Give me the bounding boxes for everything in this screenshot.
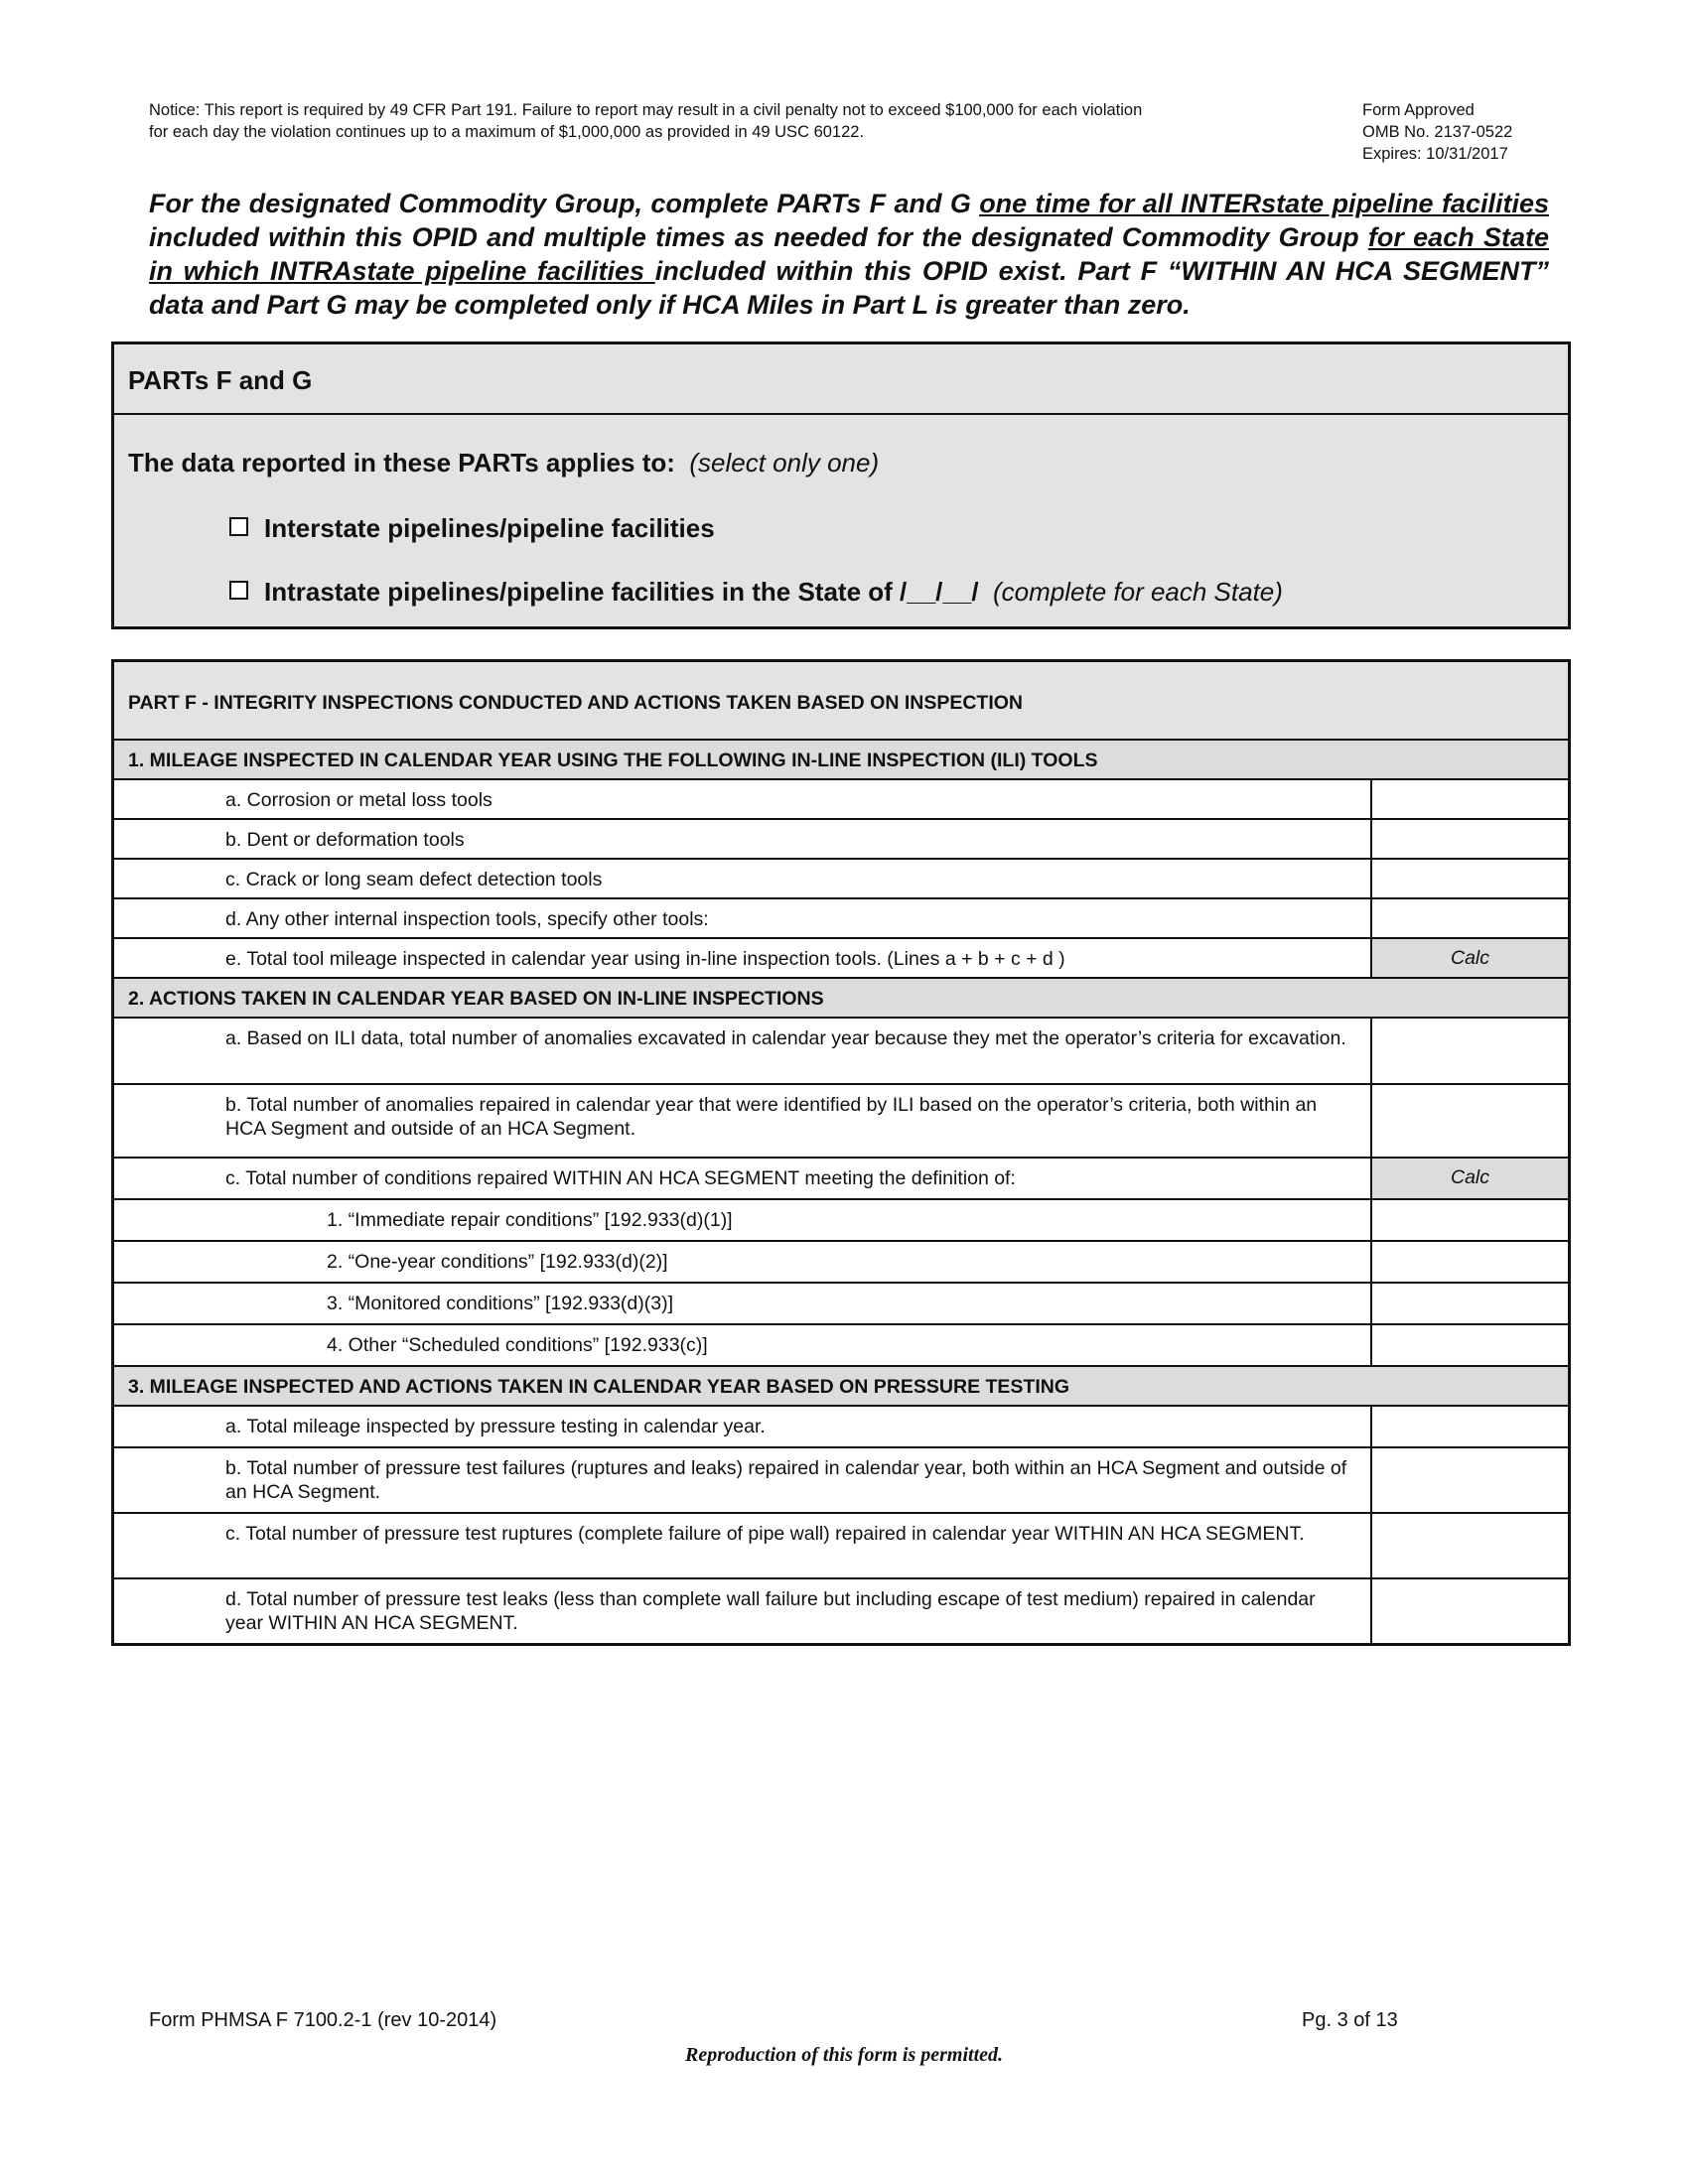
row-label: a. Corrosion or metal loss tools xyxy=(114,780,1372,818)
option-intrastate[interactable] xyxy=(229,577,1283,608)
reproduction-note: Reproduction of this form is permitted. xyxy=(684,2044,1004,2066)
table-row xyxy=(114,1407,1568,1448)
part-f-title: PART F - INTEGRITY INSPECTIONS CONDUCTED AND ACTIONS TAKEN BASED ON INSPECTION xyxy=(114,662,1568,741)
value-cell[interactable] xyxy=(1372,1325,1568,1365)
parts-f-g-box xyxy=(111,341,1571,629)
row-label: 4. Other “Scheduled conditions” [192.933(c)] xyxy=(114,1325,1372,1365)
applies-to-line xyxy=(128,448,879,478)
table-row xyxy=(114,1019,1568,1085)
instructions-underlined-2: for each State in which INTRAstate pipeline facilities xyxy=(149,222,1550,286)
value-cell[interactable] xyxy=(1372,1448,1568,1512)
value-cell[interactable] xyxy=(1372,860,1568,897)
applies-to-label: The data reported in these PARTs applies to: xyxy=(128,448,675,478)
section-3-heading: 3. MILEAGE INSPECTED AND ACTIONS TAKEN IN CALENDAR YEAR BASED ON PRESSURE TESTING xyxy=(114,1367,1568,1407)
approval-line-1: Form Approved xyxy=(1362,101,1475,119)
intrastate-checkbox[interactable] xyxy=(229,581,248,600)
table-row xyxy=(114,899,1568,939)
table-row xyxy=(114,1200,1568,1242)
calc-cell: Calc xyxy=(1372,1159,1568,1198)
expiration-date: Expires: 10/31/2017 xyxy=(1362,145,1508,163)
row-label: a. Based on ILI data, total number of anomalies excavated in calendar year because they met the operator’s criteria for excavation. xyxy=(114,1019,1372,1083)
applies-to-note: (select only one) xyxy=(689,448,880,478)
row-label: e. Total tool mileage inspected in calendar year using in-line inspection tools. (Lines a + b + c + d ) xyxy=(114,939,1372,977)
instructions-part-3: included within this OPID exist. Part F “WITHIN AN HCA SEGMENT” data and Part G may be completed only if HCA Miles in Part L is greater than zero. xyxy=(149,256,1549,320)
table-row xyxy=(114,1325,1568,1367)
table-row xyxy=(114,860,1568,899)
table-row xyxy=(114,1284,1568,1325)
row-label: c. Total number of conditions repaired WITHIN AN HCA SEGMENT meeting the definition of: xyxy=(114,1159,1372,1198)
intrastate-label: Intrastate pipelines/pipeline facilities in the State of /__/__/ xyxy=(264,577,979,607)
value-cell[interactable] xyxy=(1372,1085,1568,1157)
form-number: Form PHMSA F 7100.2-1 (rev 10-2014) xyxy=(149,2009,497,2031)
table-row xyxy=(114,1159,1568,1200)
value-cell[interactable] xyxy=(1372,1200,1568,1240)
instructions-part-2: included within this OPID and multiple times as needed for the designated Commodity Group xyxy=(149,222,1368,252)
instructions-part-1: For the designated Commodity Group, complete PARTs F and G xyxy=(149,189,980,218)
section-2-heading: 2. ACTIONS TAKEN IN CALENDAR YEAR BASED ON IN-LINE INSPECTIONS xyxy=(114,979,1568,1019)
section-1-heading: 1. MILEAGE INSPECTED IN CALENDAR YEAR USING THE FOLLOWING IN-LINE INSPECTION (ILI) TOOLS xyxy=(114,741,1568,780)
table-row xyxy=(114,780,1568,820)
parts-f-g-header: PARTs F and G xyxy=(114,344,1568,415)
notice-text xyxy=(149,99,1340,143)
form-approval xyxy=(1362,99,1581,165)
instructions-underlined-1: one time for all INTERstate pipeline facilities xyxy=(979,189,1549,218)
notice-line-1: Notice: This report is required by 49 CFR Part 191. Failure to report may result in a civil penalty not to exceed $100,000 for each violation xyxy=(149,101,1143,119)
interstate-label: Interstate pipelines/pipeline facilities xyxy=(264,513,715,543)
row-label: a. Total mileage inspected by pressure testing in calendar year. xyxy=(114,1407,1372,1446)
value-cell[interactable] xyxy=(1372,1579,1568,1643)
notice-line-2: for each day the violation continues up to a maximum of $1,000,000 as provided in 49 USC 60122. xyxy=(149,123,865,141)
omb-number: OMB No. 2137-0522 xyxy=(1362,123,1513,141)
row-label: c. Crack or long seam defect detection tools xyxy=(114,860,1372,897)
page-number: Pg. 3 of 13 xyxy=(1302,2009,1398,2031)
value-cell[interactable] xyxy=(1372,820,1568,858)
value-cell[interactable] xyxy=(1372,1514,1568,1577)
table-row xyxy=(114,1085,1568,1159)
value-cell[interactable] xyxy=(1372,780,1568,818)
value-cell[interactable] xyxy=(1372,899,1568,937)
option-interstate[interactable] xyxy=(229,513,715,544)
row-label: d. Total number of pressure test leaks (less than complete wall failure but including escape of test medium) repaired in calendar year WITHIN AN HCA SEGMENT. xyxy=(114,1579,1372,1643)
row-label: b. Total number of pressure test failures (ruptures and leaks) repaired in calendar year, both within an HCA Segment and outside of an HCA Segment. xyxy=(114,1448,1372,1512)
row-label: d. Any other internal inspection tools, specify other tools: xyxy=(114,899,1372,937)
value-cell[interactable] xyxy=(1372,1407,1568,1446)
table-row xyxy=(114,939,1568,979)
calc-cell: Calc xyxy=(1372,939,1568,977)
table-row xyxy=(114,1514,1568,1579)
intrastate-note: (complete for each State) xyxy=(993,577,1283,607)
table-row xyxy=(114,1448,1568,1514)
row-label: 3. “Monitored conditions” [192.933(d)(3)] xyxy=(114,1284,1372,1323)
interstate-checkbox[interactable] xyxy=(229,517,248,536)
value-cell[interactable] xyxy=(1372,1019,1568,1083)
row-label: 2. “One-year conditions” [192.933(d)(2)] xyxy=(114,1242,1372,1282)
value-cell[interactable] xyxy=(1372,1242,1568,1282)
row-label: b. Dent or deformation tools xyxy=(114,820,1372,858)
table-row xyxy=(114,1579,1568,1643)
row-label: 1. “Immediate repair conditions” [192.933(d)(1)] xyxy=(114,1200,1372,1240)
instructions-paragraph xyxy=(149,187,1549,322)
value-cell[interactable] xyxy=(1372,1284,1568,1323)
row-label: b. Total number of anomalies repaired in calendar year that were identified by ILI based on the operator’s criteria, both within an HCA Segment and outside of an HCA Segment. xyxy=(114,1085,1372,1157)
row-label: c. Total number of pressure test ruptures (complete failure of pipe wall) repaired in calendar year WITHIN AN HCA SEGMENT. xyxy=(114,1514,1372,1577)
table-row xyxy=(114,820,1568,860)
table-row xyxy=(114,1242,1568,1284)
part-f-table xyxy=(111,659,1571,1646)
